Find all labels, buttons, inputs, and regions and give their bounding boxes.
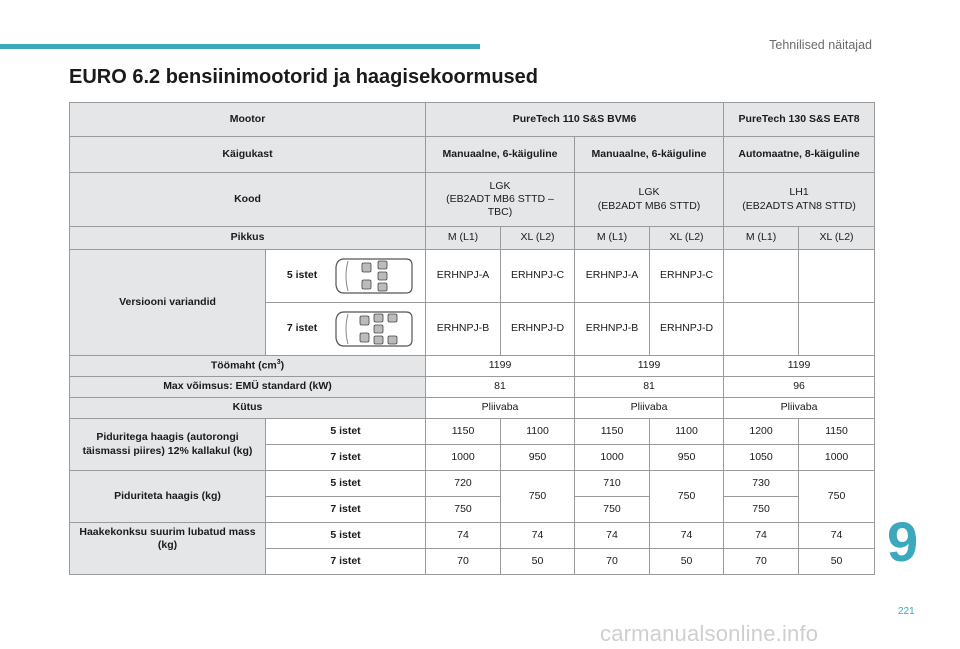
braked-cell: 1000 [575,445,650,471]
length-cell: XL (L2) [501,227,575,250]
seat-7-label: 7 istet [286,322,318,335]
watermark-text: carmanualsonline.info [600,621,819,646]
unbraked-cell: 730 [724,471,799,497]
code-2: LGK (EB2ADT MB6 STTD) [575,173,724,227]
unbraked-cell: 720 [426,471,501,497]
length-cell: XL (L2) [650,227,724,250]
braked-cell: 1000 [799,445,875,471]
code-3: LH1 (EB2ADTS ATN8 STTD) [724,173,875,227]
gearbox-3: Automaatne, 8-käiguline [724,137,875,173]
fuel-2: Pliivaba [575,398,724,419]
unbraked-shared-cell: 750 [501,471,575,523]
towbar-cell: 74 [501,523,575,549]
row-braked-5 [70,419,875,445]
unbraked-seat-5: 5 istet [266,471,426,497]
version-cell: ERHNPJ-C [501,250,575,303]
power-3: 96 [724,377,875,398]
van-7-seat-icon [334,308,414,350]
unbraked-shared-cell: 750 [650,471,724,523]
fuel-label: Kütus [70,398,426,419]
row-power [70,377,875,398]
power-1: 81 [426,377,575,398]
version-cell: ERHNPJ-B [426,303,501,356]
braked-cell: 1050 [724,445,799,471]
length-cell: XL (L2) [799,227,875,250]
towbar-cell: 70 [724,549,799,575]
displacement-3: 1199 [724,356,875,377]
gearbox-1: Manuaalne, 6-käiguline [426,137,575,173]
towbar-cell: 50 [650,549,724,575]
braked-label: Piduritega haagis (autorongi täismassi piires) 12% kallakul (kg) [70,419,266,471]
unbraked-label: Piduriteta haagis (kg) [70,471,266,523]
version-cell: ERHNPJ-D [501,303,575,356]
unbraked-cell: 750 [426,497,501,523]
towbar-cell: 70 [426,549,501,575]
engine-2: PureTech 130 S&S EAT8 [724,103,875,137]
towbar-cell: 74 [724,523,799,549]
page-title: EURO 6.2 bensiinimootorid ja haagisekoormused [69,66,538,88]
displacement-1: 1199 [426,356,575,377]
towbar-cell: 74 [426,523,501,549]
version-cell [799,250,875,303]
braked-cell: 950 [650,445,724,471]
code-1: LGK (EB2ADT MB6 STTD – TBC) [426,173,575,227]
towbar-cell: 50 [501,549,575,575]
braked-cell: 1100 [650,419,724,445]
version-cell: ERHNPJ-C [650,250,724,303]
row-unbraked-5 [70,471,875,497]
length-cell: M (L1) [575,227,650,250]
seat-5-label: 5 istet [286,269,318,282]
row-length [70,227,875,250]
unbraked-shared-cell: 750 [799,471,875,523]
spec-table [69,102,875,575]
version-cell: ERHNPJ-D [650,303,724,356]
page-number: 221 [898,606,915,617]
braked-seat-5: 5 istet [266,419,426,445]
braked-cell: 1150 [575,419,650,445]
length-cell: M (L1) [724,227,799,250]
power-2: 81 [575,377,724,398]
section-title: Tehnilised näitajad [769,38,872,52]
towbar-cell: 70 [575,549,650,575]
engine-1: PureTech 110 S&S BVM6 [426,103,724,137]
row-fuel [70,398,875,419]
chapter-number: 9 [887,510,919,573]
braked-seat-7: 7 istet [266,445,426,471]
row-code [70,173,875,227]
fuel-3: Pliivaba [724,398,875,419]
braked-cell: 1150 [426,419,501,445]
displacement-label: Töömaht $(cm^3)$ [70,356,426,377]
version-cell [724,250,799,303]
unbraked-cell: 750 [575,497,650,523]
row-gearbox [70,137,875,173]
top-accent-bar [0,44,480,49]
gearbox-label: Käigukast [70,137,426,173]
version-cell: ERHNPJ-A [575,250,650,303]
braked-cell: 1000 [426,445,501,471]
length-label: Pikkus [70,227,426,250]
towbar-cell: 50 [799,549,875,575]
braked-cell: 1100 [501,419,575,445]
version-cell: ERHNPJ-A [426,250,501,303]
version-cell: ERHNPJ-B [575,303,650,356]
towbar-seat-5: 5 istet [266,523,426,549]
fuel-1: Pliivaba [426,398,575,419]
braked-cell: 1200 [724,419,799,445]
unbraked-cell: 750 [724,497,799,523]
length-cell: M (L1) [426,227,501,250]
towbar-cell: 74 [650,523,724,549]
versions-label: Versiooni variandid [70,250,266,356]
towbar-cell: 74 [799,523,875,549]
braked-cell: 1150 [799,419,875,445]
towbar-cell: 74 [575,523,650,549]
version-cell [799,303,875,356]
power-label: Max võimsus: EMÜ standard (kW) [70,377,426,398]
gearbox-2: Manuaalne, 6-käiguline [575,137,724,173]
row-towbar-5 [70,523,875,549]
unbraked-seat-7: 7 istet [266,497,426,523]
braked-cell: 950 [501,445,575,471]
displacement-2: 1199 [575,356,724,377]
seat-5-cell [266,250,426,303]
van-5-seat-icon [334,255,414,297]
row-engine [70,103,875,137]
code-label: Kood [70,173,426,227]
row-displacement [70,356,875,377]
seat-7-cell [266,303,426,356]
towbar-label: Haakekonksu suurim lubatud mass (kg) [70,523,266,575]
row-version-5 [70,250,875,303]
version-cell [724,303,799,356]
unbraked-cell: 710 [575,471,650,497]
engine-label: Mootor [70,103,426,137]
towbar-seat-7: 7 istet [266,549,426,575]
